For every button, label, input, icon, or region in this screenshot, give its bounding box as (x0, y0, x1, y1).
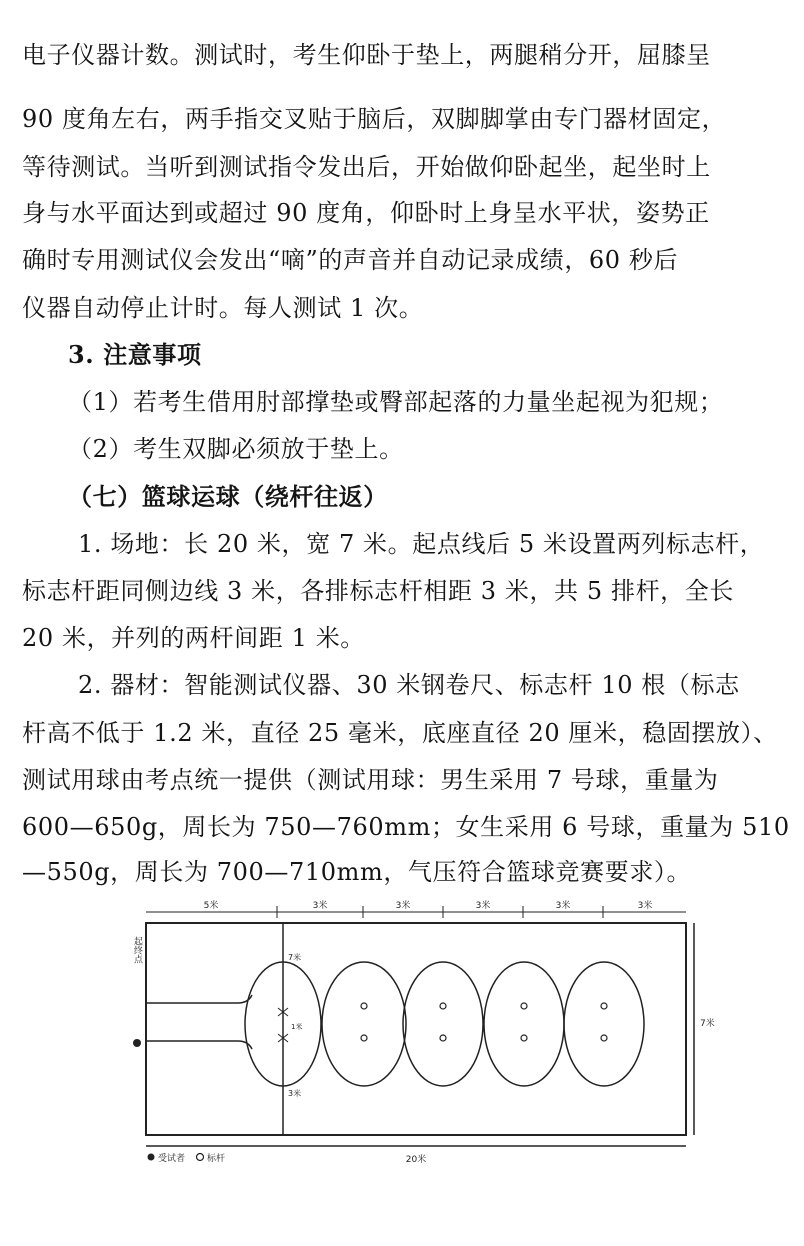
paragraph-line: 等待测试。当听到测试指令发出后，开始做仰卧起坐，起坐时上 (22, 153, 711, 181)
paragraph-line: 确时专用测试仪会发出“嘀”的声音并自动记录成绩，60 秒后 (22, 246, 679, 274)
dimension-label: 3米 (637, 901, 653, 911)
paragraph-line: 仪器自动停止计时。每人测试 1 次。 (22, 294, 424, 322)
pole-marker (440, 1003, 446, 1009)
pole-marker (601, 1035, 607, 1041)
paragraph-line: 90 度角左右，两手指交叉贴于脑后，双脚脚掌由专门器材固定， (22, 105, 727, 133)
dimension-label: 3米 (475, 901, 491, 911)
legend-tester-label: 受试者 (158, 1154, 186, 1164)
paragraph-line: 1. 场地：长 20 米，宽 7 米。起点线后 5 米设置两列标志杆， (78, 530, 765, 558)
paragraph-line: 杆高不低于 1.2 米，直径 25 毫米，底座直径 20 厘米，稳固摆放）、 (22, 719, 778, 747)
legend-pole-icon (197, 1154, 204, 1161)
pole-marker (521, 1003, 527, 1009)
inner-bottom-label: 3米 (288, 1089, 302, 1098)
lane-path (146, 1041, 252, 1049)
pole-marker (601, 1003, 607, 1009)
loop-ellipse (484, 962, 564, 1086)
start-finish-label: 起终点 (132, 936, 142, 964)
dimension-label: 3米 (555, 901, 571, 911)
paragraph-line: 20 米，并列的两杆间距 1 米。 (22, 624, 365, 652)
loop-ellipse (322, 962, 406, 1086)
dimension-label: 5米 (203, 901, 219, 911)
paragraph-line: 身与水平面达到或超过 90 度角，仰卧时上身呈水平状，姿势正 (22, 199, 710, 227)
pole-marker (440, 1035, 446, 1041)
paragraph-line: 2. 器材：智能测试仪器、30 米钢卷尺、标志杆 10 根（标志 (78, 671, 740, 699)
dimension-label: 3米 (395, 901, 411, 911)
length-label: 20米 (405, 1155, 427, 1165)
dimension-label: 3米 (312, 901, 328, 911)
pole-gap-label: 1米 (291, 1023, 303, 1031)
paragraph-line: （2）考生双脚必须放于垫上。 (68, 435, 404, 463)
lane-path (146, 995, 252, 1003)
width-label: 7米 (700, 1019, 715, 1029)
loop-ellipse (403, 962, 483, 1086)
tester-marker (133, 1039, 141, 1047)
loop-ellipse (564, 962, 644, 1086)
paragraph-line: （1）若考生借用肘部撑垫或臀部起落的力量坐起视为犯规； (68, 388, 724, 416)
paragraph-line: —550g，周长为 700—710mm，气压符合篮球竞赛要求）。 (22, 858, 692, 886)
paragraph-line: 测试用球由考点统一提供（测试用球：男生采用 7 号球，重量为 (22, 766, 719, 794)
pole-marker (521, 1035, 527, 1041)
inner-top-label: 7米 (288, 953, 302, 962)
section-heading: 3. 注意事项 (68, 340, 202, 369)
pole-marker (361, 1003, 367, 1009)
section-heading: （七）篮球运球（绕杆往返） (68, 482, 388, 511)
paragraph-line: 600—650g，周长为 750—760mm；女生采用 6 号球，重量为 510 (22, 813, 790, 841)
legend-tester-icon (148, 1154, 155, 1161)
paragraph-line: 电子仪器计数。测试时，考生仰卧于垫上，两腿稍分开，屈膝呈 (22, 41, 711, 69)
pole-marker (361, 1035, 367, 1041)
legend-pole-label: 标杆 (207, 1154, 226, 1164)
paragraph-line: 标志杆距同侧边线 3 米，各排标志杆相距 3 米，共 5 排杆，全长 (22, 577, 734, 605)
court-outline (146, 923, 686, 1135)
